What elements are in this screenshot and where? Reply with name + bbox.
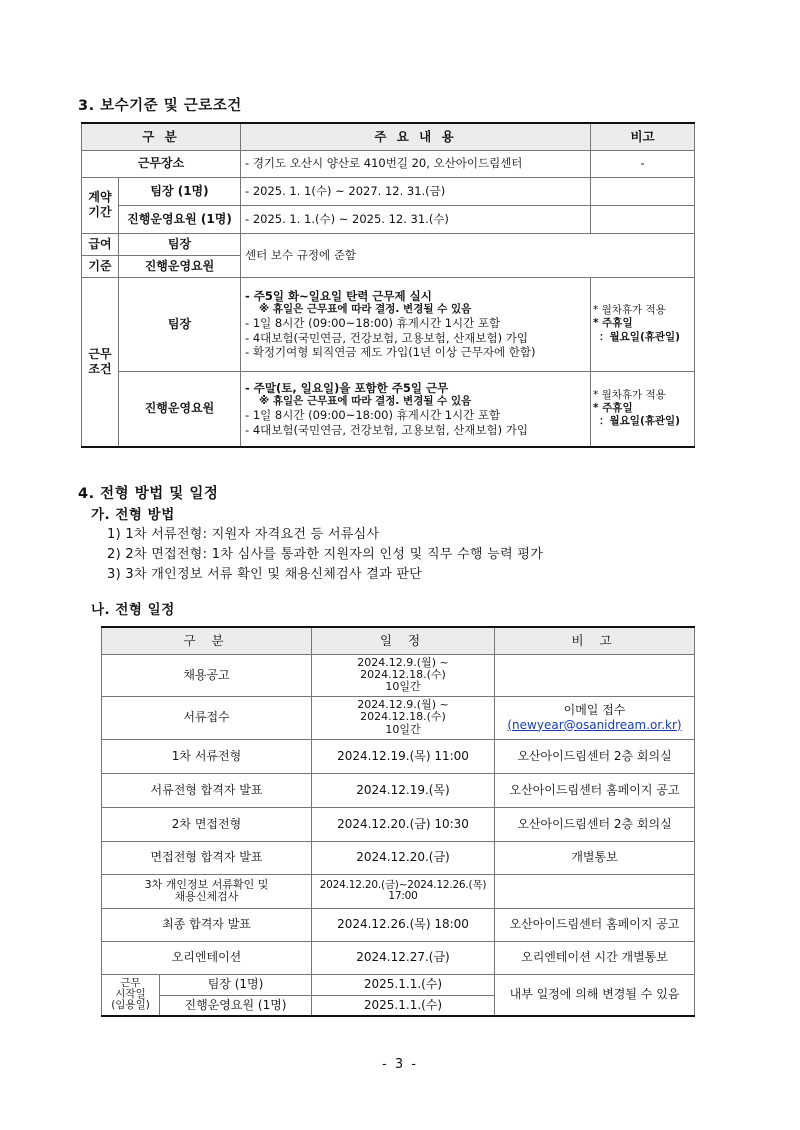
work-line: - 주5일 화~일요일 탄력 근무제 실시 bbox=[245, 288, 432, 303]
start-date: 2025.1.1.(수) bbox=[312, 995, 495, 1016]
date-line: 2024.12.20.(금)~2024.12.26.(목) bbox=[319, 878, 487, 891]
contract-label: 계약 기간 bbox=[82, 177, 119, 233]
table-row bbox=[102, 807, 695, 841]
workplace-content: - 경기도 오산시 양산로 410번길 20, 오산아이드림센터 bbox=[241, 150, 591, 177]
schedule-note bbox=[495, 654, 695, 696]
schedule-note: 오산아이드림센터 2층 회의실 bbox=[495, 739, 695, 773]
schedule-date: 2024.12.19.(목) bbox=[312, 773, 495, 807]
work-line: ※ 휴일은 근무표에 따라 결정. 변경될 수 있음 bbox=[259, 395, 472, 407]
note-line: * 주휴일 bbox=[593, 402, 633, 415]
schedule-date: 2024.12.20.(금) bbox=[312, 841, 495, 874]
start-note: 내부 일정에 의해 변경될 수 있음 bbox=[495, 974, 695, 1016]
table-row bbox=[102, 908, 695, 941]
work-label-line: 조건 bbox=[88, 361, 112, 376]
work-role: 팀장 bbox=[119, 277, 241, 371]
work-line: ※ 휴일은 근무표에 따라 결정. 변경될 수 있음 bbox=[259, 303, 472, 316]
schedule-date bbox=[312, 696, 495, 739]
work-line: - 4대보험(국민연금, 건강보험, 고용보험, 산재보험) 가입 bbox=[245, 422, 528, 437]
table-row bbox=[102, 941, 695, 974]
schedule-item: 2차 면접전형 bbox=[102, 807, 312, 841]
section-3-title: 3. 보수기준 및 근로조건 bbox=[78, 98, 242, 114]
schedule-note bbox=[495, 874, 695, 908]
date-line: 17:00 bbox=[388, 890, 418, 902]
schedule-date bbox=[312, 654, 495, 696]
note-line: 이메일 접수 bbox=[563, 702, 626, 717]
table-row bbox=[102, 739, 695, 773]
table-row bbox=[102, 696, 695, 739]
start-label-line: 시작일 bbox=[115, 988, 146, 1001]
schedule-item: 1차 서류전형 bbox=[102, 739, 312, 773]
note-line: ：월요일(휴관일) bbox=[599, 330, 680, 343]
work-note bbox=[591, 277, 695, 371]
note-line: ：월요일(휴관일) bbox=[599, 415, 680, 428]
workplace-note: - bbox=[591, 150, 695, 177]
pay-conditions-table bbox=[81, 122, 695, 448]
pay-role: 진행운영요원 bbox=[119, 255, 241, 277]
header-date: 일 정 bbox=[312, 627, 495, 654]
table-row bbox=[82, 205, 695, 233]
date-line: 10일간 bbox=[385, 722, 421, 736]
table-row bbox=[82, 150, 695, 177]
work-content bbox=[241, 277, 591, 371]
work-line: - 확정기여형 퇴직연금 제도 가입(1년 이상 근무자에 한함) bbox=[245, 344, 536, 359]
note-line: * 주휴일 bbox=[593, 317, 633, 330]
schedule-item: 오리엔테이션 bbox=[102, 941, 312, 974]
contract-period: - 2025. 1. 1(수) ~ 2027. 12. 31.(금) bbox=[241, 177, 591, 205]
pay-role: 팀장 bbox=[119, 233, 241, 255]
date-line: 2024.12.9.(월) ~ bbox=[357, 655, 449, 669]
method-item: 2) 2차 면접전형: 1차 심사를 통과한 지원자의 인성 및 직무 수행 능력 평가 bbox=[107, 547, 544, 562]
header-note: 비고 bbox=[591, 123, 695, 150]
method-title: 가. 전형 방법 bbox=[91, 507, 175, 523]
table-row bbox=[82, 177, 695, 205]
schedule-item: 서류접수 bbox=[102, 696, 312, 739]
contract-role: 팀장 (1명) bbox=[119, 177, 241, 205]
schedule-date: 2024.12.20.(금) 10:30 bbox=[312, 807, 495, 841]
date-line: 10일간 bbox=[385, 680, 421, 694]
work-line: - 1일 8시간 (09:00~18:00) 휴게시간 1시간 포함 bbox=[245, 316, 501, 331]
work-line: - 1일 8시간 (09:00~18:00) 휴게시간 1시간 포함 bbox=[245, 408, 501, 423]
contract-role: 진행운영요원 (1명) bbox=[119, 205, 241, 233]
date-line: 2024.12.9.(월) ~ bbox=[357, 698, 449, 712]
empty-note bbox=[591, 205, 695, 233]
method-item: 1) 1차 서류전형: 지원자 자격요건 등 서류심사 bbox=[107, 527, 380, 542]
work-note bbox=[591, 371, 695, 447]
schedule-note bbox=[495, 696, 695, 739]
method-item: 3) 3차 개인정보 서류 확인 및 채용신체검사 결과 판단 bbox=[107, 567, 423, 582]
note-line: * 월차휴가 적용 bbox=[593, 389, 666, 402]
work-role: 진행운영요원 bbox=[119, 371, 241, 447]
work-label bbox=[82, 277, 119, 447]
schedule-item: 면접전형 합격자 발표 bbox=[102, 841, 312, 874]
schedule-item: 최종 합격자 발표 bbox=[102, 908, 312, 941]
table-row bbox=[102, 974, 695, 995]
start-label-line: (임용일) bbox=[111, 999, 150, 1012]
table-row bbox=[82, 233, 695, 255]
note-line: * 월차휴가 적용 bbox=[593, 304, 666, 317]
item-line: 3차 개인정보 서류확인 및 bbox=[144, 877, 269, 891]
table-header-row bbox=[82, 123, 695, 150]
schedule-title: 나. 전형 일정 bbox=[91, 602, 175, 618]
item-line: 채용신체검사 bbox=[174, 890, 239, 903]
table-row bbox=[102, 773, 695, 807]
table-row bbox=[102, 874, 695, 908]
table-header-row bbox=[102, 627, 695, 654]
schedule-note: 오산아이드림센터 홈페이지 공고 bbox=[495, 773, 695, 807]
schedule-date: 2024.12.26.(목) 18:00 bbox=[312, 908, 495, 941]
pay-label: 급여 bbox=[82, 233, 119, 255]
table-row bbox=[82, 371, 695, 447]
section-4-title: 4. 전형 방법 및 일정 bbox=[78, 486, 219, 502]
work-line: - 주말(토, 일요일)을 포함한 주5일 근무 bbox=[245, 380, 449, 395]
schedule-item: 서류전형 합격자 발표 bbox=[102, 773, 312, 807]
contract-period: - 2025. 1. 1.(수) ~ 2025. 12. 31.(수) bbox=[241, 205, 591, 233]
date-line: 2024.12.18.(수) bbox=[360, 710, 446, 724]
header-note: 비 고 bbox=[495, 627, 695, 654]
schedule-item bbox=[102, 874, 312, 908]
pay-content: 센터 보수 규정에 준함 bbox=[241, 233, 695, 277]
work-content bbox=[241, 371, 591, 447]
start-label bbox=[102, 974, 160, 1016]
empty-note bbox=[591, 177, 695, 205]
workplace-label: 근무장소 bbox=[82, 150, 241, 177]
header-category: 구 분 bbox=[102, 627, 312, 654]
schedule-date: 2024.12.27.(금) bbox=[312, 941, 495, 974]
schedule-note: 오산아이드림센터 2층 회의실 bbox=[495, 807, 695, 841]
header-content: 주 요 내 용 bbox=[241, 123, 591, 150]
work-line: - 4대보험(국민연금, 건강보험, 고용보험, 산재보험) 가입 bbox=[245, 330, 528, 345]
schedule-table bbox=[101, 626, 695, 1017]
start-role: 팀장 (1명) bbox=[160, 974, 312, 995]
table-row bbox=[102, 654, 695, 696]
header-category: 구 분 bbox=[82, 123, 241, 150]
schedule-date: 2024.12.19.(목) 11:00 bbox=[312, 739, 495, 773]
start-date: 2025.1.1.(수) bbox=[312, 974, 495, 995]
date-line: 2024.12.18.(수) bbox=[360, 667, 446, 681]
table-row bbox=[82, 277, 695, 371]
page-number: - 3 - bbox=[382, 1057, 418, 1072]
schedule-note: 개별통보 bbox=[495, 841, 695, 874]
start-role: 진행운영요원 (1명) bbox=[160, 995, 312, 1016]
schedule-date bbox=[312, 874, 495, 908]
schedule-note: 오산아이드림센터 홈페이지 공고 bbox=[495, 908, 695, 941]
pay-label-2: 기준 bbox=[82, 255, 119, 277]
schedule-note: 오리엔테이션 시간 개별통보 bbox=[495, 941, 695, 974]
start-label-line: 근무 bbox=[120, 977, 141, 990]
table-row bbox=[102, 841, 695, 874]
work-label-line: 근무 bbox=[88, 346, 112, 361]
schedule-item: 채용공고 bbox=[102, 654, 312, 696]
email-link[interactable]: (newyear@osanidream.or.kr) bbox=[507, 717, 682, 732]
